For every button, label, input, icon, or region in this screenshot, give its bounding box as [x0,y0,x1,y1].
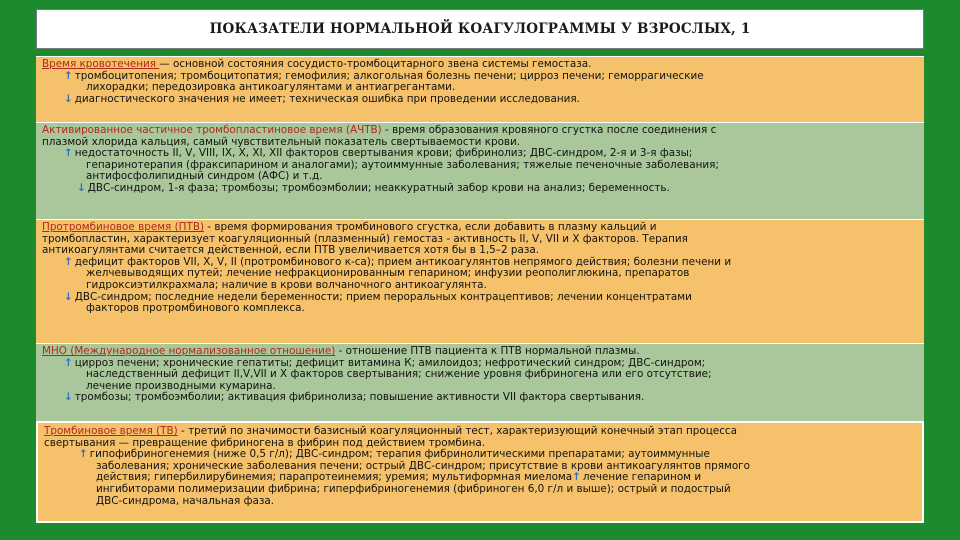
term-inr: МНО (Международное нормализованное отношение) [42,345,336,357]
term-tt: Тромбиновое время (ТВ) [44,425,178,437]
section-tt: Тромбиновое время (ТВ) - третий по значимости базисный коагуляционный тест, характеризующий конечный этап процесса свертывания — превращение фибриногена в фибрин под действием тромбина. ↑ гипофибриногенемия (ниже 0,5 г/л); ДВС-синдром; терапия фибринолитическими препаратами; аутоиммунные заболевания; хронические заболевания печени; острый ДВС-синдром; присутствие в крови антикоагулянтов прямого действия; гипербилирубинемия; парапротеинемия; уремия; мультиформная миелома↑ лечение гепарином и ингибиторами полимеризации фибрина; гиперфибриногенемия (фибриноген 6,0 г/л и выше); острый и подострый ДВС-синдрома, начальная фаза. [36,421,924,523]
arrow-up-icon: ↑ [64,147,73,160]
term-aptt: Активированное частичное тромбопластиновое время (АЧТВ) [42,124,382,136]
slide [36,9,924,523]
section-aptt: Активированное частичное тромбопластиновое время (АЧТВ) - время образования кровяного сгустка после соединения с плазмой хлорида кальция, самый чувствительный показатель свертываемости крови. ↑ недостаточность II, V, VIII, IX, X, XI, XII факторов свертывания крови; фибринолиз; ДВС-синдром, 2-я и 3-я фазы; гепаринотерапия (фраксипарином и аналогами); аутоиммунные заболевания; тяжелые печеночные заболевания; антифосфолипидный синдром (АФС) и т.д. ↓ ДВС-синдром, 1-я фаза; тромбозы; тромбоэмболии; неаккуратный забор крови на анализ; беременность. [36,122,924,219]
term-bleeding-time: Время кровотечения [42,58,160,70]
section-pt: Протромбиновое время (ПТВ) - время формирования тромбинового сгустка, если добавить в плазму кальций и тромбопластин, характеризует коагуляционный (плазменный) гемостаз - активность II, V, VII и X факторов. Терапия антикоагулянтами считается действенной, если ПТВ увеличивается хотя бы в 1,5–2 раза. ↑ дефицит факторов VII, X, V, II (протромбинового к-са); прием антикоагулянтов непрямого действия; болезни печени и желчевыводящих путей; лечение нефракционированным гепарином; инфузии реополиглюкина, препаратов гидроксиэтилкрахмала; наличие в крови волчаночного антикоагулянта. ↓ ДВС-синдром; последние недели беременности; прием пероральных контрацептивов; лечении концентратами факторов протромбинового комплекса. [36,219,924,343]
page-title: ПОКАЗАТЕЛИ НОРМАЛЬНОЙ КОАГУЛОГРАММЫ У ВЗРОСЛЫХ, 1 [209,21,751,37]
arrow-up-icon: ↑ [572,471,581,484]
section-bleeding-time: Время кровотечения — основной состояния сосудисто-тромбоцитарного звена системы гемостаза. ↑ тромбоцитопения; тромбоцитопатия; гемофилия; алкогольная болезнь печени; цирроз печени; геморрагические лихорадки; передозировка антикоагулянтами и антиагрегантами. ↓ диагностического значения не имеет; техническая ошибка при проведении исследования. [36,56,924,122]
section-inr: МНО (Международное нормализованное отношение) - отношение ПТВ пациента к ПТВ нормальной плазмы. ↑ цирроз печени; хронические гепатиты; дефицит витамина К; амилоидоз; нефротический синдром; ДВС-синдром; наследственный дефицит II,V,VII и X факторов свертывания; снижение уровня фибриногена или его отсутствие; лечение производными кумарина. ↓ тромбозы; тромбоэмболии; активация фибринолиза; повышение активности VII фактора свертывания. [36,343,924,421]
arrow-down-icon: ↓ [64,92,73,105]
arrow-down-icon: ↓ [64,391,73,404]
arrow-up-icon: ↑ [64,356,73,369]
arrow-up-icon: ↑ [64,69,73,82]
title-bar [36,9,924,49]
arrow-down-icon: ↓ [77,181,86,194]
arrow-down-icon: ↓ [64,290,73,303]
term-pt: Протромбиновое время (ПТВ) [42,221,204,233]
arrow-up-icon: ↑ [64,255,73,268]
arrow-up-icon: ↑ [79,448,88,461]
